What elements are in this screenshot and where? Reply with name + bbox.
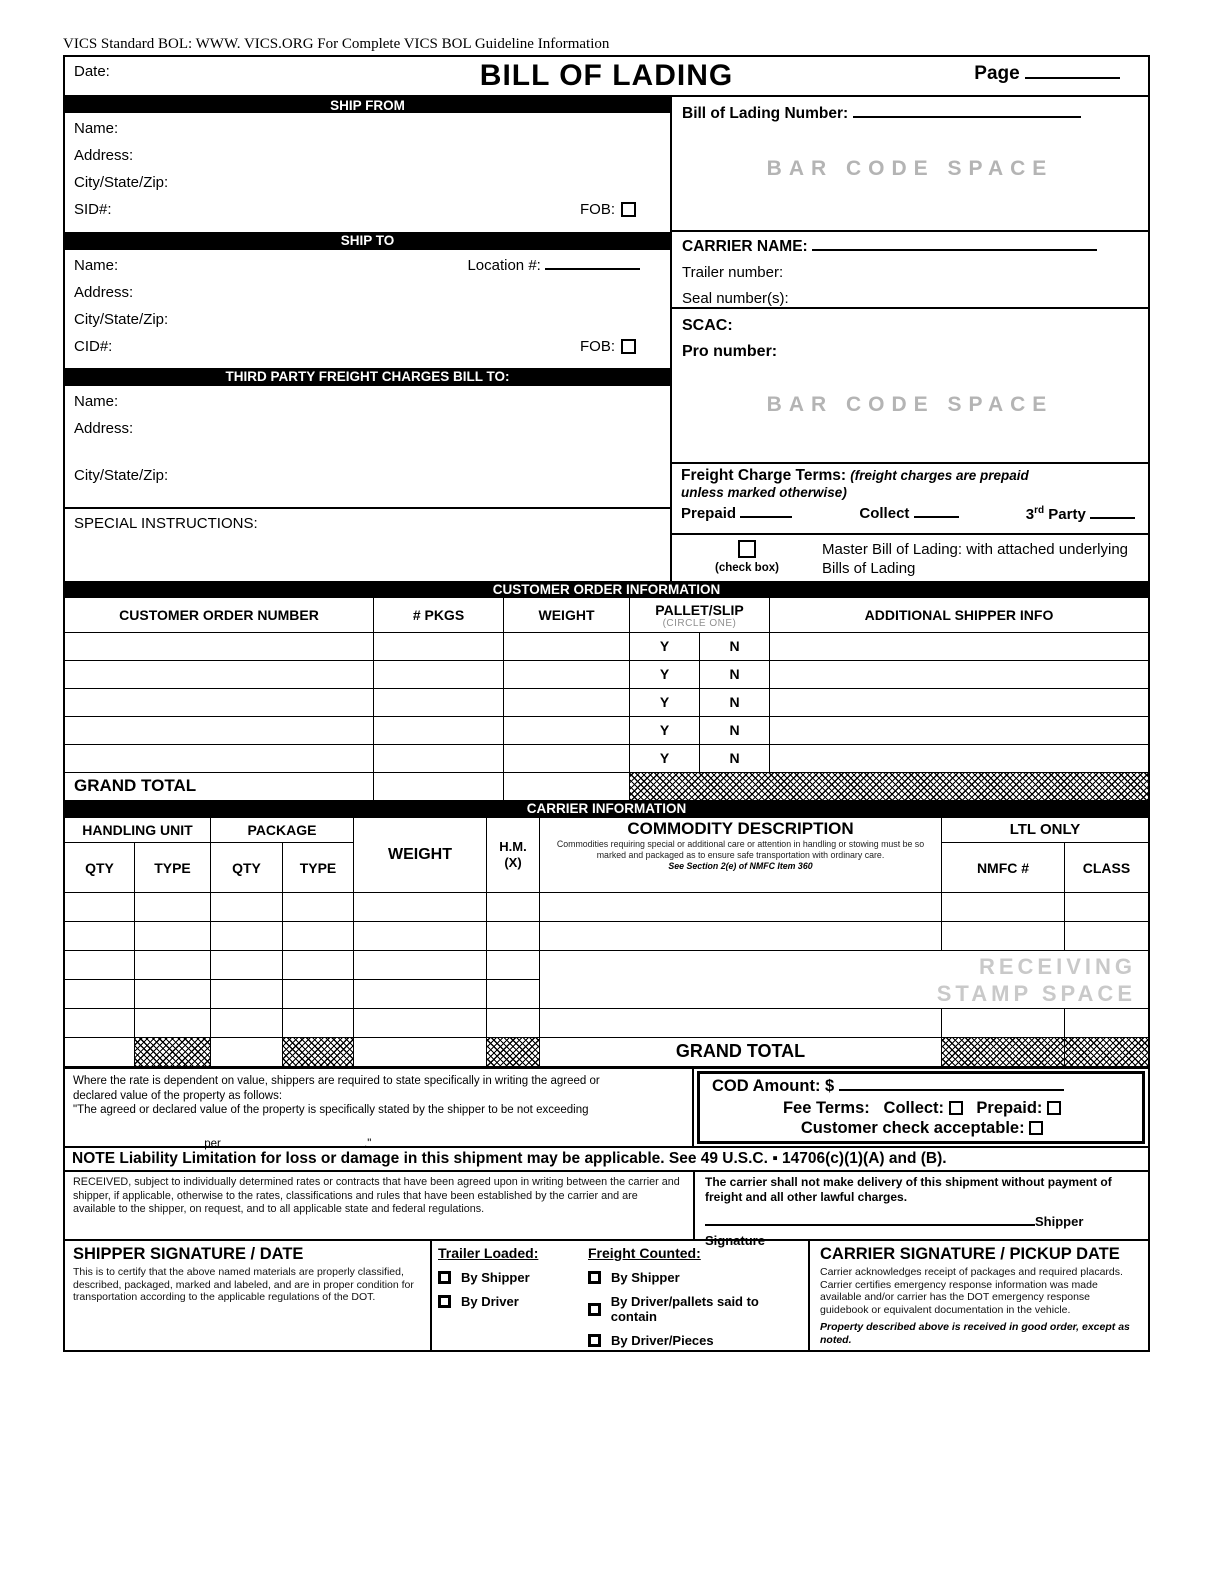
pkgs-cell[interactable]	[374, 745, 504, 772]
commodity-cell[interactable]	[540, 893, 942, 921]
hm-cell[interactable]	[487, 951, 540, 979]
pallet-no-option[interactable]: N	[700, 661, 770, 688]
ship-to-location-field[interactable]	[467, 252, 670, 279]
name-label: Name:	[74, 120, 119, 137]
freight-by-shipper-checkbox[interactable]	[588, 1271, 601, 1284]
hu-qty-cell[interactable]	[65, 922, 135, 950]
pkgs-cell[interactable]	[374, 661, 504, 688]
col-pkg-type: TYPE	[299, 859, 337, 876]
col-additional-shipper-info: ADDITIONAL SHIPPER INFO	[864, 607, 1054, 623]
master-bol-checkbox[interactable]	[738, 540, 756, 558]
col-weight: WEIGHT	[504, 598, 630, 632]
pkg-type-cell[interactable]	[283, 951, 354, 979]
class-cell[interactable]	[1065, 893, 1148, 921]
grand-total-weight-cell[interactable]	[504, 773, 630, 800]
collect-blank[interactable]	[914, 505, 959, 518]
weight-cell[interactable]	[504, 633, 630, 660]
carrier-row-left	[65, 980, 540, 1009]
col-ltl-only: LTL ONLY	[942, 818, 1148, 843]
freight-by-driver-pieces-checkbox[interactable]	[588, 1334, 601, 1347]
barcode-space: BAR CODE SPACE	[766, 393, 1054, 416]
customer-order-header-bar: CUSTOMER ORDER INFORMATION	[65, 581, 1148, 598]
pkg-type-cell[interactable]	[283, 980, 354, 1008]
grand-total-label: GRAND TOTAL	[540, 1038, 942, 1066]
order-number-cell[interactable]	[65, 633, 374, 660]
city-label: City/State/Zip:	[74, 311, 169, 328]
carrier-row-left	[65, 922, 540, 951]
hatched-cell	[283, 1038, 354, 1066]
carrier-row-right	[540, 1009, 1148, 1038]
order-number-cell[interactable]	[65, 745, 374, 772]
trailer-by-driver-label: By Driver	[461, 1294, 519, 1309]
pallet-yes-option[interactable]: Y	[630, 745, 700, 772]
hatched-cell	[942, 1038, 1065, 1066]
hu-type-cell[interactable]	[135, 893, 211, 921]
fob-label: FOB:	[579, 338, 615, 355]
hu-qty-total-cell[interactable]	[65, 1038, 135, 1066]
col-handling-unit: HANDLING UNIT	[65, 818, 210, 843]
trailer-number-label: Trailer number:	[682, 264, 784, 281]
pkg-type-cell[interactable]	[283, 1009, 354, 1037]
col-hm: H.M. (X)	[487, 818, 540, 892]
pro-number-field[interactable]	[682, 339, 1138, 365]
pallet-no-option[interactable]: N	[700, 689, 770, 716]
col-package: PACKAGE	[211, 818, 353, 843]
trailer-by-driver-checkbox[interactable]	[438, 1295, 451, 1308]
weight-cell[interactable]	[354, 1009, 487, 1037]
carrier-info-columns	[65, 818, 1148, 893]
carrier-grand-total-left	[65, 1038, 540, 1066]
ship-from-section	[65, 113, 670, 232]
weight-cell[interactable]	[354, 980, 487, 1008]
prepaid-blank[interactable]	[740, 505, 792, 518]
third-party-section	[65, 386, 670, 507]
fee-collect-label: Collect:	[883, 1099, 945, 1117]
hm-cell[interactable]	[487, 1009, 540, 1037]
carrier-name-label: CARRIER NAME:	[682, 238, 808, 255]
pallet-yes-option[interactable]: Y	[630, 717, 700, 744]
hu-type-cell[interactable]	[135, 922, 211, 950]
declared-value-line1: Where the rate is dependent on value, shippers are required to state specifically in writing the agreed or declared value of the property as follows:	[73, 1075, 600, 1102]
trailer-loaded-group	[438, 1245, 588, 1346]
customer-order-row	[65, 689, 1148, 717]
ship-from-name-field[interactable]	[65, 115, 670, 142]
master-bol-section	[672, 533, 1148, 581]
additional-info-cell[interactable]	[770, 689, 1148, 716]
shipper-signature-text: This is to certify that the above named materials are properly classified, described, packaged, marked and labeled, and are in proper condition for transportation according to the applicable regulations of the DOT.	[73, 1266, 414, 1303]
additional-info-cell[interactable]	[770, 633, 1148, 660]
class-cell[interactable]	[1065, 1009, 1148, 1037]
carrier-row-right	[540, 893, 1148, 922]
ship-from-city-field[interactable]	[65, 169, 670, 196]
master-bol-text: Master Bill of Lading: with attached underlying Bills of Lading	[822, 541, 1129, 577]
scac-label: SCAC:	[682, 317, 733, 334]
commodity-note: Commodities requiring special or additional care or attention in handling or stowing must be so marked and packaged as to ensure safe transportation with ordinary care.	[556, 839, 925, 860]
bol-number-section	[672, 95, 1148, 230]
bill-of-lading-form	[63, 55, 1150, 1352]
pallet-yes-option[interactable]: Y	[630, 661, 700, 688]
scac-section	[672, 307, 1148, 462]
page-title: BILL OF LADING	[479, 59, 734, 92]
customer-order-row	[65, 661, 1148, 689]
hu-qty-cell[interactable]	[65, 980, 135, 1008]
location-blank[interactable]	[545, 257, 640, 270]
shipper-signature-blank[interactable]	[705, 1213, 1035, 1226]
grand-total-label: GRAND TOTAL	[65, 773, 374, 800]
hatched-cell	[487, 1038, 540, 1066]
order-number-cell[interactable]	[65, 717, 374, 744]
pkg-qty-cell[interactable]	[211, 951, 283, 979]
col-hu-type: TYPE	[154, 859, 191, 876]
freight-by-driver-pallets-checkbox[interactable]	[588, 1303, 601, 1316]
carrier-row-left	[65, 893, 540, 922]
col-pkg-qty: QTY	[211, 843, 283, 892]
customer-order-row	[65, 633, 1148, 661]
nmfc-cell[interactable]	[942, 893, 1065, 921]
carrier-signature-note: Property described above is received in good order, except as noted.	[820, 1321, 1130, 1346]
carrier-row-left	[65, 951, 540, 980]
third-party-label: 3rd Party	[1025, 505, 1086, 523]
pkg-qty-cell[interactable]	[211, 893, 283, 921]
declared-value-line2: "The agreed or declared value of the property is specifically stated by the shipper to be not exceeding	[73, 1104, 589, 1116]
freight-counted-title: Freight Counted:	[588, 1245, 701, 1261]
ship-from-fob-checkbox[interactable]	[621, 202, 636, 217]
address-label: Address:	[74, 147, 134, 164]
customer-order-row	[65, 745, 1148, 773]
customer-check-label: Customer check acceptable:	[800, 1119, 1025, 1137]
page-label: Page	[974, 63, 1020, 84]
carrier-name-blank[interactable]	[812, 238, 1097, 251]
order-number-cell[interactable]	[65, 661, 374, 688]
third-party-name-field[interactable]	[65, 388, 670, 415]
ship-to-cid-field[interactable]	[65, 333, 670, 360]
ship-to-name-field[interactable]	[65, 252, 670, 279]
carrier-signature-section[interactable]	[810, 1241, 1148, 1350]
declared-value-row	[65, 1069, 1148, 1150]
commodity-ref: See Section 2(e) of NMFC Item 360	[668, 861, 813, 871]
hu-type-cell[interactable]	[135, 1009, 211, 1037]
sid-label: SID#:	[74, 201, 112, 218]
ship-to-fob-checkbox[interactable]	[621, 339, 636, 354]
shipper-signature-section[interactable]	[65, 1241, 432, 1350]
pkg-qty-cell[interactable]	[211, 922, 283, 950]
name-label: Name:	[74, 393, 119, 410]
hu-type-cell[interactable]	[135, 980, 211, 1008]
customer-check-checkbox[interactable]	[1029, 1121, 1043, 1135]
weight-cell[interactable]	[504, 745, 630, 772]
received-row	[65, 1170, 1148, 1248]
hu-type-cell[interactable]	[135, 951, 211, 979]
carrier-row-left	[65, 1009, 540, 1038]
fob-label: FOB:	[579, 201, 615, 218]
carrier-signature-text: Carrier acknowledges receipt of packages and required placards. Carrier certifies emergency response information was made available and/or carrier has the DOT emergency response guidebook or equivalent documentation in the vehicle.	[820, 1266, 1123, 1316]
ship-to-address-field[interactable]	[65, 279, 670, 306]
freight-terms-label: Freight Charge Terms:	[681, 467, 847, 484]
special-instructions-label: SPECIAL INSTRUCTIONS:	[74, 515, 258, 532]
carrier-name-section	[672, 230, 1148, 307]
commodity-cell[interactable]	[540, 1009, 942, 1037]
carrier-signature-title: CARRIER SIGNATURE / PICKUP DATE	[820, 1245, 1120, 1263]
title-row	[65, 57, 1148, 95]
third-party-address-field[interactable]	[65, 415, 670, 442]
special-instructions-field[interactable]	[65, 507, 670, 581]
name-label: Name:	[74, 257, 119, 274]
carrier-delivery-note: The carrier shall not make delivery of this shipment without payment of freight and all other lawful charges.	[705, 1175, 1112, 1204]
carrier-info-header-bar: CARRIER INFORMATION	[65, 800, 1148, 818]
shipper-label: Shipper	[1035, 1214, 1084, 1229]
hu-qty-cell[interactable]	[65, 1009, 135, 1037]
pkg-qty-cell[interactable]	[211, 980, 283, 1008]
col-hu-qty: QTY	[65, 843, 135, 892]
hm-cell[interactable]	[487, 980, 540, 1008]
weight-cell[interactable]	[354, 893, 487, 921]
pkgs-cell[interactable]	[374, 689, 504, 716]
carrier-row-right	[540, 922, 1148, 951]
pkg-qty-total-cell[interactable]	[211, 1038, 283, 1066]
weight-cell[interactable]	[354, 922, 487, 950]
hatched-cell	[630, 773, 1148, 800]
quote-end: ."	[364, 1137, 372, 1150]
freight-terms-note1: (freight charges are prepaid	[850, 468, 1029, 483]
trailer-number-field[interactable]	[682, 260, 1138, 286]
vics-header-note: VICS Standard BOL: WWW. VICS.ORG For Complete VICS BOL Guideline Information	[63, 36, 610, 52]
trailer-by-shipper-checkbox[interactable]	[438, 1271, 451, 1284]
order-number-cell[interactable]	[65, 689, 374, 716]
pallet-no-option[interactable]: N	[700, 633, 770, 660]
signature-label: Signature	[705, 1233, 765, 1248]
freight-by-shipper-label: By Shipper	[611, 1270, 680, 1285]
declared-value-blank-1[interactable]	[73, 1134, 201, 1147]
weight-cell[interactable]	[504, 661, 630, 688]
city-label: City/State/Zip:	[74, 174, 169, 191]
pkg-type-cell[interactable]	[283, 922, 354, 950]
freight-counted-group	[588, 1245, 802, 1346]
collect-field[interactable]	[859, 505, 958, 523]
ship-to-section	[65, 250, 670, 368]
pallet-yes-option[interactable]: Y	[630, 689, 700, 716]
trailer-loaded-title: Trailer Loaded:	[438, 1245, 539, 1261]
third-party-city-field[interactable]	[65, 462, 670, 489]
cod-amount-label: COD Amount: $	[712, 1077, 835, 1095]
cod-section	[697, 1071, 1145, 1144]
signatures-row	[65, 1239, 1148, 1350]
pro-number-label: Pro number:	[682, 343, 778, 360]
circle-one-note: (CIRCLE ONE)	[662, 617, 737, 629]
page-blank[interactable]	[1025, 66, 1120, 79]
scac-field[interactable]	[682, 313, 1138, 339]
hatched-cell	[135, 1038, 211, 1066]
declared-value-section	[65, 1069, 694, 1150]
fee-collect-checkbox[interactable]	[949, 1101, 963, 1115]
address-label: Address:	[74, 420, 134, 437]
third-party-blank[interactable]	[1090, 506, 1135, 519]
commodity-title: COMMODITY DESCRIPTION	[627, 819, 854, 838]
date-field[interactable]: Date:	[74, 63, 110, 80]
col-class: CLASS	[1082, 859, 1131, 876]
page-number-field[interactable]	[974, 63, 1120, 85]
seal-numbers-label: Seal number(s):	[682, 290, 789, 307]
third-party-terms-field[interactable]	[1026, 505, 1135, 523]
fee-terms-label: Fee Terms:	[782, 1099, 870, 1117]
carrier-delivery-section	[695, 1172, 1148, 1248]
col-pkgs: # PKGS	[374, 598, 504, 632]
ship-from-sid-field[interactable]	[65, 196, 670, 223]
barcode-space: BAR CODE SPACE	[766, 157, 1054, 180]
freight-by-driver-pallets-label: By Driver/pallets said to contain	[610, 1294, 759, 1324]
prepaid-field[interactable]	[681, 505, 792, 523]
hm-cell[interactable]	[487, 922, 540, 950]
shipper-signature-title: SHIPPER SIGNATURE / DATE	[73, 1245, 304, 1263]
check-box-caption: (check box)	[715, 562, 779, 574]
loading-counting-section	[432, 1241, 810, 1350]
ship-from-header: SHIP FROM	[65, 95, 670, 113]
weight-cell[interactable]	[354, 951, 487, 979]
bol-number-label: Bill of Lading Number:	[682, 105, 849, 122]
nmfc-cell[interactable]	[942, 922, 1065, 950]
hatched-cell	[1065, 1038, 1148, 1066]
class-cell[interactable]	[1065, 922, 1148, 950]
fee-prepaid-label: Prepaid:	[976, 1099, 1043, 1117]
cid-label: CID#:	[74, 338, 113, 355]
hu-qty-cell[interactable]	[65, 951, 135, 979]
carrier-info-body	[65, 893, 1148, 1066]
freight-by-driver-pieces-label: By Driver/Pieces	[611, 1333, 714, 1348]
customer-order-row	[65, 717, 1148, 745]
pallet-no-option[interactable]: N	[700, 745, 770, 772]
additional-info-cell[interactable]	[770, 661, 1148, 688]
pkg-type-cell[interactable]	[283, 893, 354, 921]
commodity-cell[interactable]	[540, 922, 942, 950]
bol-number-blank[interactable]	[853, 105, 1081, 118]
receiving-stamp-space: RECEIVING STAMP SPACE	[540, 951, 1148, 1009]
weight-cell[interactable]	[504, 717, 630, 744]
hu-qty-cell[interactable]	[65, 893, 135, 921]
pkgs-cell[interactable]	[374, 633, 504, 660]
per-label: per	[204, 1137, 221, 1150]
pkgs-cell[interactable]	[374, 717, 504, 744]
additional-info-cell[interactable]	[770, 745, 1148, 772]
prepaid-label: Prepaid	[681, 505, 737, 522]
liability-note: NOTE Liability Limitation for loss or damage in this shipment may be applicable. See 49 U.S.C. ▪ 14706(c)(1)(A) and (B).	[65, 1146, 1148, 1170]
city-label: City/State/Zip:	[74, 467, 169, 484]
weight-total-cell[interactable]	[354, 1038, 487, 1066]
nmfc-cell[interactable]	[942, 1009, 1065, 1037]
freight-terms-section	[672, 462, 1148, 533]
carrier-grand-total-right	[540, 1038, 1148, 1066]
col-commodity-description	[540, 818, 942, 892]
ship-from-address-field[interactable]	[65, 142, 670, 169]
col-nmfc: NMFC #	[942, 843, 1065, 892]
trailer-by-shipper-label: By Shipper	[461, 1270, 530, 1285]
location-label: Location #:	[467, 257, 541, 274]
freight-terms-note2: unless marked otherwise)	[681, 485, 847, 500]
customer-order-grand-total-row	[65, 773, 1148, 800]
ship-to-city-field[interactable]	[65, 306, 670, 333]
pkg-qty-cell[interactable]	[211, 1009, 283, 1037]
cod-amount-blank[interactable]	[839, 1078, 1064, 1091]
declared-value-blank-2[interactable]	[224, 1134, 364, 1147]
ship-to-header: SHIP TO	[65, 232, 670, 250]
hm-cell[interactable]	[487, 893, 540, 921]
pallet-yes-option[interactable]: Y	[630, 633, 700, 660]
fee-prepaid-checkbox[interactable]	[1047, 1101, 1061, 1115]
customer-order-columns	[65, 598, 1148, 633]
third-party-header: THIRD PARTY FREIGHT CHARGES BILL TO:	[65, 368, 670, 386]
col-pallet-slip: PALLET/SLIP (CIRCLE ONE)	[630, 598, 770, 632]
pallet-no-option[interactable]: N	[700, 717, 770, 744]
col-customer-order-number: CUSTOMER ORDER NUMBER	[65, 598, 374, 632]
received-text: RECEIVED, subject to individually determined rates or contracts that have been agreed upon in writing between the carrier and shipper, if applicable, otherwise to the rates, classifications and rules that have been established by the carrier and are available to the shipper, on request, and to all applicable state and federal regulations.	[65, 1172, 695, 1239]
collect-label: Collect	[859, 505, 910, 522]
additional-info-cell[interactable]	[770, 717, 1148, 744]
col-weight: WEIGHT	[354, 818, 487, 892]
address-label: Address:	[74, 284, 134, 301]
weight-cell[interactable]	[504, 689, 630, 716]
grand-total-pkgs-cell[interactable]	[374, 773, 504, 800]
